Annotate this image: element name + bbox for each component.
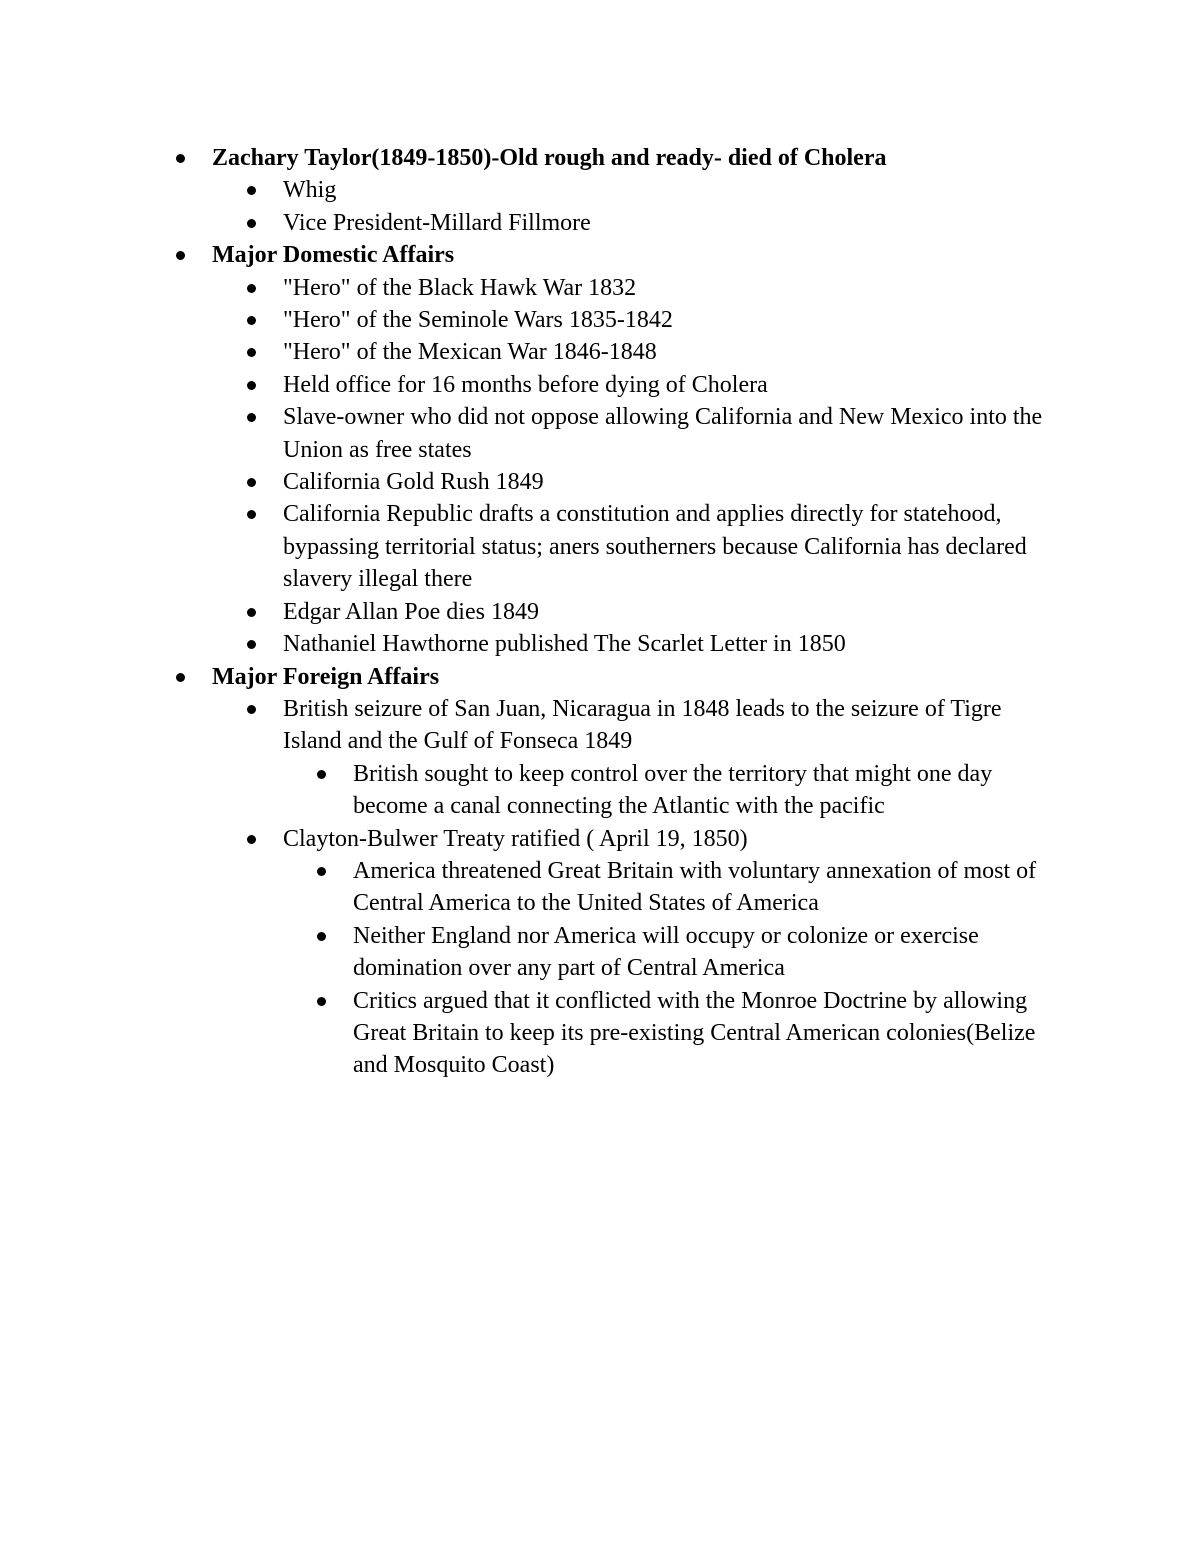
- sub-list-item: British sought to keep control over the territory that might one day become a canal connecting the Atlantic with the pacific: [353, 758, 1062, 823]
- list-item: Edgar Allan Poe dies 1849: [283, 596, 1062, 628]
- section-items: [283, 272, 1062, 661]
- section-heading: Zachary Taylor(1849-1850)-Old rough and ready- died of Cholera: [212, 142, 1062, 174]
- list-item: California Republic drafts a constitution and applies directly for statehood, bypassing territorial status; aners southerners because California has declared slavery illegal there: [283, 498, 1062, 595]
- section-zachary-taylor: [212, 142, 1062, 239]
- list-item: California Gold Rush 1849: [283, 466, 1062, 498]
- sub-list-item: America threatened Great Britain with voluntary annexation of most of Central America to the United States of America: [353, 855, 1062, 920]
- document-body: [212, 142, 1062, 1082]
- outline-list: [212, 142, 1062, 1082]
- section-heading: Major Domestic Affairs: [212, 239, 1062, 271]
- section-domestic-affairs: [212, 239, 1062, 660]
- list-item: Whig: [283, 174, 1062, 206]
- sub-items: [353, 758, 1062, 823]
- list-item: "Hero" of the Mexican War 1846-1848: [283, 336, 1062, 368]
- list-item: Nathaniel Hawthorne published The Scarlet Letter in 1850: [283, 628, 1062, 660]
- sub-items: [353, 855, 1062, 1082]
- list-item: Vice President-Millard Fillmore: [283, 207, 1062, 239]
- section-foreign-affairs: [212, 661, 1062, 1082]
- section-items: [283, 174, 1062, 239]
- list-item: British seizure of San Juan, Nicaragua in 1848 leads to the seizure of Tigre Island and the Gulf of Fonseca 1849 British sought to keep control over the territory that might one day become a canal connecting the Atlantic with the pacific: [283, 693, 1062, 823]
- list-item: "Hero" of the Black Hawk War 1832: [283, 272, 1062, 304]
- section-items: [283, 693, 1062, 1082]
- list-item: Held office for 16 months before dying of Cholera: [283, 369, 1062, 401]
- sub-list-item: Neither England nor America will occupy or colonize or exercise domination over any part of Central America: [353, 920, 1062, 985]
- list-item: "Hero" of the Seminole Wars 1835-1842: [283, 304, 1062, 336]
- list-item: Clayton-Bulwer Treaty ratified ( April 19, 1850) America threatened Great Britain with voluntary annexation of most of Central America to the United States of America Neither England nor America will occupy or colonize or exercise domination over any part of Central America Critics argued that it conflicted with the Monroe Doctrine by allowing Great Britain to keep its pre-existing Central American colonies(Belize and Mosquito Coast): [283, 823, 1062, 1082]
- section-heading: Major Foreign Affairs: [212, 661, 1062, 693]
- list-item: Slave-owner who did not oppose allowing California and New Mexico into the Union as free states: [283, 401, 1062, 466]
- sub-list-item: Critics argued that it conflicted with the Monroe Doctrine by allowing Great Britain to keep its pre-existing Central American colonies(Belize and Mosquito Coast): [353, 985, 1062, 1082]
